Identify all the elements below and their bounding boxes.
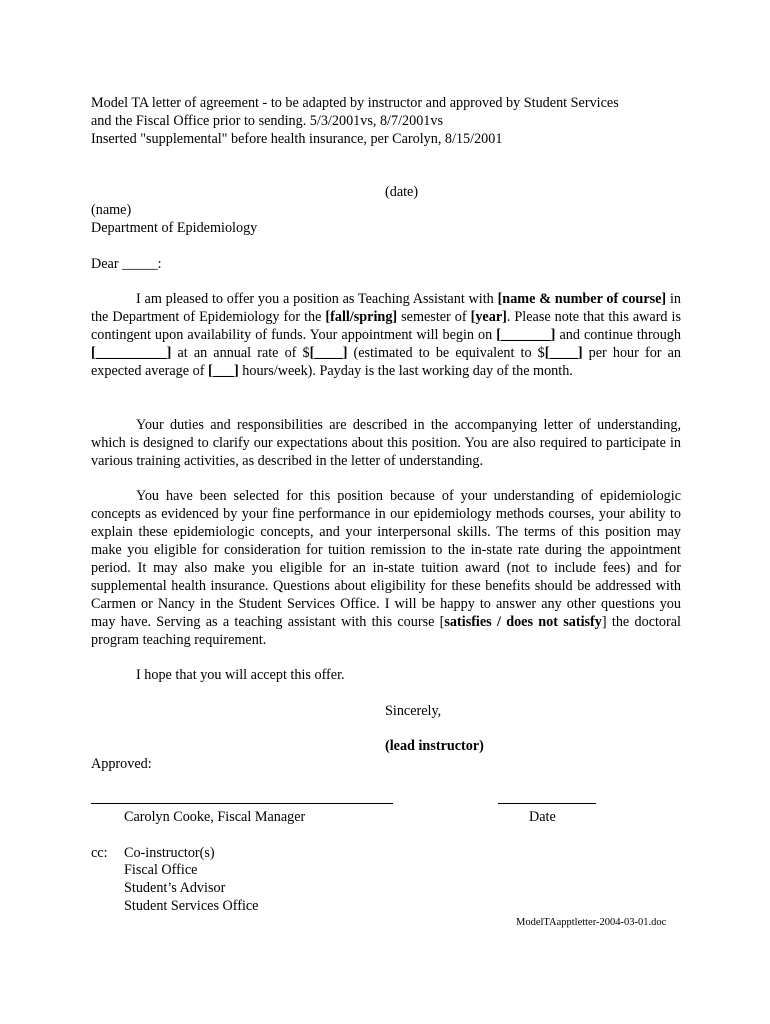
recipient-name: (name)	[91, 202, 132, 218]
cc-item: Student’s Advisor	[124, 880, 226, 896]
approved-label: Approved:	[91, 756, 152, 772]
selection-text-1: You have been selected for this position because of your understanding of epidemiologic concepts as evidenced by your fine performance in our epidemiology methods courses, your ability to explain these epidemiologic concepts, and your interpersonal skills. The terms of this position may make you eligible for consideration for tuition remission to the in-state rate during the appointment period. It may also make you eligible for an in-state tuition award (not to include fees) and for supplemental health insurance. Questions about eligibility for these benefits should be addressed with Carmen or Nancy in the Student Services Office. I will be happy to answer any other questions you may have. Serving as a teaching assistant with this course [	[91, 488, 681, 630]
cc-item: Fiscal Office	[124, 862, 198, 878]
recipient-department: Department of Epidemiology	[91, 220, 258, 236]
end-date-placeholder: [__________]	[91, 345, 172, 361]
semester-placeholder: [fall/spring]	[325, 309, 398, 325]
sign-off: Sincerely,	[385, 703, 442, 719]
date-label: Date	[529, 809, 556, 825]
selection-text-2: ] the doctoral program teaching requirement.	[91, 614, 681, 648]
offer-text-7: (estimated to be equivalent to $	[347, 345, 545, 361]
duties-text: Your duties and responsibilities are described in the accompanying letter of understanding, which is designed to clarify our expectations about this position. You are also required to participate in various training activities, as described in the letter of understanding.	[91, 417, 681, 469]
date-signature-line	[498, 803, 596, 804]
hours-placeholder: [___]	[207, 363, 239, 379]
paragraph-duties	[91, 416, 681, 470]
header-note-line-2: and the Fiscal Office prior to sending. 5/3/2001vs, 8/7/2001vs	[91, 113, 444, 129]
footer-filename: ModelTAapptletter-2004-03-01.doc	[516, 917, 667, 928]
year-placeholder: [year]	[470, 309, 507, 325]
signer-placeholder: (lead instructor)	[385, 738, 484, 754]
offer-text-2: in the Department of Epidemiology for the	[91, 291, 681, 325]
course-placeholder: [name & number of course]	[497, 291, 667, 307]
cc-item: Student Services Office	[124, 898, 259, 914]
hourly-rate-placeholder: [____]	[544, 345, 583, 361]
offer-text-5: and continue through	[555, 327, 681, 343]
offer-text-4: . Please note that this award is contingent upon availability of funds. Your appointment will begin on	[91, 309, 681, 343]
closing-line: I hope that you will accept this offer.	[136, 667, 345, 683]
header-note-line-1: Model TA letter of agreement - to be adapted by instructor and approved by Student Services	[91, 95, 619, 111]
paragraph-offer	[91, 290, 681, 380]
salutation: Dear _____:	[91, 256, 162, 272]
paragraph-selection	[91, 487, 681, 649]
offer-text-1: I am pleased to offer you a position as Teaching Assistant with	[136, 291, 498, 307]
offer-text-6: at an annual rate of $	[171, 345, 310, 361]
offer-text-8: per hour for an expected average of	[91, 345, 681, 379]
cc-item: Co-instructor(s)	[124, 845, 215, 861]
requirement-placeholder: satisfies / does not satisfy	[444, 614, 602, 630]
approver-name: Carolyn Cooke, Fiscal Manager	[124, 809, 306, 825]
start-date-placeholder: [_______]	[496, 327, 556, 343]
approver-signature-line	[91, 803, 393, 804]
offer-text-3: semester of	[397, 309, 471, 325]
date-placeholder: (date)	[385, 184, 419, 200]
annual-rate-placeholder: [____]	[309, 345, 348, 361]
cc-label: cc:	[91, 845, 108, 861]
offer-text-9: hours/week). Payday is the last working day of the month.	[238, 363, 573, 379]
header-note-line-3: Inserted "supplemental" before health insurance, per Carolyn, 8/15/2001	[91, 131, 503, 147]
